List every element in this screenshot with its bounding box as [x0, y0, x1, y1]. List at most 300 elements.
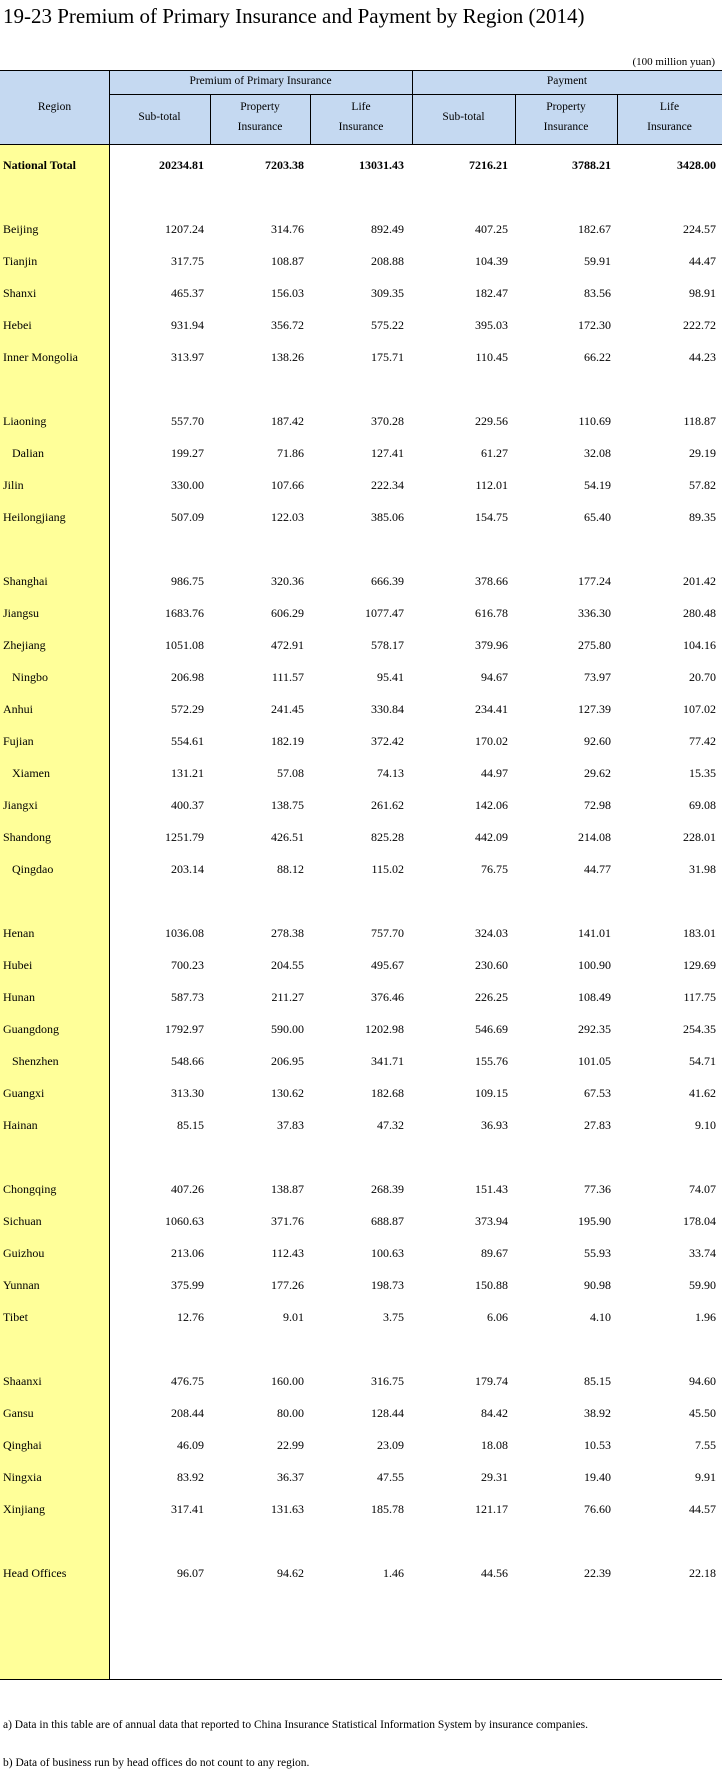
value-cell: 92.60 [584, 734, 611, 748]
column-header-5 [515, 97, 617, 137]
value-cell: 76.60 [584, 1502, 611, 1516]
value-cell: 1060.63 [165, 1214, 204, 1228]
group-divider [412, 70, 413, 144]
value-cell: 229.56 [475, 414, 508, 428]
value-cell: 46.09 [177, 1438, 204, 1452]
value-cell: 195.90 [578, 1214, 611, 1228]
column-header-line: Sub-total [138, 111, 181, 123]
region-name: Tibet [3, 1310, 28, 1324]
value-cell: 59.90 [689, 1278, 716, 1292]
value-cell: 55.93 [584, 1246, 611, 1260]
value-cell: 95.41 [377, 670, 404, 684]
value-cell: 22.39 [584, 1566, 611, 1580]
region-name: Heilongjiang [3, 510, 66, 524]
value-cell: 825.28 [371, 830, 404, 844]
value-cell: 472.91 [271, 638, 304, 652]
region-name: Jilin [3, 478, 24, 492]
value-cell: 10.53 [584, 1438, 611, 1452]
value-cell: 57.08 [277, 766, 304, 780]
value-cell: 465.37 [171, 286, 204, 300]
region-name: Hubei [3, 958, 33, 972]
value-cell: 356.72 [271, 318, 304, 332]
value-cell: 986.75 [171, 574, 204, 588]
value-cell: 1036.08 [165, 926, 204, 940]
value-cell: 160.00 [271, 1374, 304, 1388]
value-cell: 138.75 [271, 798, 304, 812]
table-row [0, 694, 722, 726]
value-cell: 4.10 [590, 1310, 611, 1324]
value-cell: 117.75 [683, 990, 716, 1004]
value-cell: 372.42 [371, 734, 404, 748]
value-cell: 507.09 [171, 510, 204, 524]
value-cell: 183.01 [683, 926, 716, 940]
value-cell: 67.53 [584, 1086, 611, 1100]
region-name: Qingdao [12, 862, 54, 876]
region-name: Shanxi [3, 286, 37, 300]
value-cell: 241.45 [271, 702, 304, 716]
value-cell: 7216.21 [469, 158, 508, 172]
value-cell: 77.42 [689, 734, 716, 748]
region-name: Hainan [3, 1118, 38, 1132]
region-name: Hebei [3, 318, 32, 332]
value-cell: 1207.24 [165, 222, 204, 236]
value-cell: 666.39 [371, 574, 404, 588]
value-cell: 280.48 [683, 606, 716, 620]
value-cell: 201.42 [683, 574, 716, 588]
value-cell: 77.36 [584, 1182, 611, 1196]
value-cell: 151.43 [475, 1182, 508, 1196]
table-row [0, 1302, 722, 1334]
value-cell: 45.50 [689, 1406, 716, 1420]
value-cell: 142.06 [475, 798, 508, 812]
value-cell: 320.36 [271, 574, 304, 588]
value-cell: 107.66 [271, 478, 304, 492]
value-cell: 98.91 [689, 286, 716, 300]
value-cell: 74.07 [689, 1182, 716, 1196]
region-name: Guangdong [3, 1022, 59, 1036]
value-cell: 182.19 [271, 734, 304, 748]
value-cell: 85.15 [177, 1118, 204, 1132]
value-cell: 313.97 [171, 350, 204, 364]
column-divider [515, 94, 516, 144]
value-cell: 278.38 [271, 926, 304, 940]
column-header-line: Life [351, 101, 371, 113]
value-cell: 371.76 [271, 1214, 304, 1228]
region-name: Shandong [3, 830, 51, 844]
table-row [0, 950, 722, 982]
value-cell: 616.78 [475, 606, 508, 620]
value-cell: 378.66 [475, 574, 508, 588]
value-cell: 100.90 [578, 958, 611, 972]
region-name: Head Offices [3, 1566, 67, 1580]
column-divider [310, 94, 311, 144]
value-cell: 111.57 [271, 670, 304, 684]
value-cell: 324.03 [475, 926, 508, 940]
table-row [0, 1558, 722, 1590]
value-cell: 138.87 [271, 1182, 304, 1196]
table-row [0, 630, 722, 662]
table-row [0, 438, 722, 470]
value-cell: 370.28 [371, 414, 404, 428]
table-row [0, 1270, 722, 1302]
value-cell: 89.35 [689, 510, 716, 524]
value-cell: 177.26 [271, 1278, 304, 1292]
value-cell: 101.05 [578, 1054, 611, 1068]
value-cell: 182.67 [578, 222, 611, 236]
table-row [0, 246, 722, 278]
value-cell: 375.99 [171, 1278, 204, 1292]
value-cell: 94.67 [481, 670, 508, 684]
region-name: Sichuan [3, 1214, 42, 1228]
table-row [0, 1430, 722, 1462]
region-header: Region [37, 101, 72, 113]
value-cell: 385.06 [371, 510, 404, 524]
value-cell: 7203.38 [265, 158, 304, 172]
region-name: Anhui [3, 702, 33, 716]
value-cell: 213.06 [171, 1246, 204, 1260]
value-cell: 69.08 [689, 798, 716, 812]
table-row [0, 1110, 722, 1142]
value-cell: 222.72 [683, 318, 716, 332]
value-cell: 224.57 [683, 222, 716, 236]
value-cell: 47.32 [377, 1118, 404, 1132]
region-name: Fujian [3, 734, 34, 748]
region-name: Guangxi [3, 1086, 45, 1100]
table-row [0, 1462, 722, 1494]
value-cell: 65.40 [584, 510, 611, 524]
value-cell: 700.23 [171, 958, 204, 972]
value-cell: 548.66 [171, 1054, 204, 1068]
value-cell: 379.96 [475, 638, 508, 652]
value-cell: 222.34 [371, 478, 404, 492]
value-cell: 36.37 [277, 1470, 304, 1484]
value-cell: 1251.79 [165, 830, 204, 844]
value-cell: 206.95 [271, 1054, 304, 1068]
value-cell: 44.97 [481, 766, 508, 780]
region-name: Liaoning [3, 414, 47, 428]
region-name: Ningxia [3, 1470, 42, 1484]
table-row [0, 1174, 722, 1206]
value-cell: 66.22 [584, 350, 611, 364]
value-cell: 127.39 [578, 702, 611, 716]
column-header-1 [109, 107, 210, 127]
column-header-6 [617, 97, 722, 137]
value-cell: 19.40 [584, 1470, 611, 1484]
value-cell: 76.75 [481, 862, 508, 876]
value-cell: 336.30 [578, 606, 611, 620]
value-cell: 376.46 [371, 990, 404, 1004]
value-cell: 546.69 [475, 1022, 508, 1036]
value-cell: 208.88 [371, 254, 404, 268]
value-cell: 83.92 [177, 1470, 204, 1484]
region-name: Beijing [3, 222, 39, 236]
value-cell: 29.62 [584, 766, 611, 780]
value-cell: 587.73 [171, 990, 204, 1004]
value-cell: 1683.76 [165, 606, 204, 620]
region-name: Chongqing [3, 1182, 57, 1196]
value-cell: 13031.43 [359, 158, 404, 172]
table-row [0, 982, 722, 1014]
page-title: 19-23 Premium of Primary Insurance and Payment by Region (2014) [3, 4, 585, 28]
value-cell: 22.18 [689, 1566, 716, 1580]
value-cell: 426.51 [271, 830, 304, 844]
value-cell: 110.69 [578, 414, 611, 428]
value-cell: 330.00 [171, 478, 204, 492]
table-row [0, 822, 722, 854]
value-cell: 37.83 [277, 1118, 304, 1132]
region-name: Jiangxi [3, 798, 38, 812]
value-cell: 20234.81 [159, 158, 204, 172]
region-name: Shaanxi [3, 1374, 42, 1388]
value-cell: 20.70 [689, 670, 716, 684]
value-cell: 80.00 [277, 1406, 304, 1420]
value-cell: 9.01 [283, 1310, 304, 1324]
value-cell: 261.62 [371, 798, 404, 812]
value-cell: 141.01 [578, 926, 611, 940]
region-name: Shanghai [3, 574, 48, 588]
value-cell: 57.82 [689, 478, 716, 492]
value-cell: 29.19 [689, 446, 716, 460]
column-divider [210, 94, 211, 144]
value-cell: 154.75 [475, 510, 508, 524]
table-row [0, 470, 722, 502]
value-cell: 1792.97 [165, 1022, 204, 1036]
region-name: Guizhou [3, 1246, 45, 1260]
group-header-divider [109, 94, 722, 95]
value-cell: 606.29 [271, 606, 304, 620]
table-row [0, 214, 722, 246]
table-row [0, 918, 722, 950]
value-cell: 38.92 [584, 1406, 611, 1420]
value-cell: 226.25 [475, 990, 508, 1004]
value-cell: 100.63 [371, 1246, 404, 1260]
footnote: a) Data in this table are of annual data that reported to China Insurance Statistical Information System by insurance companies. [3, 1719, 589, 1731]
value-cell: 88.12 [277, 862, 304, 876]
value-cell: 112.43 [271, 1246, 304, 1260]
value-cell: 104.39 [475, 254, 508, 268]
value-cell: 1051.08 [165, 638, 204, 652]
table-row [0, 1238, 722, 1270]
column-header-line: Insurance [237, 121, 283, 133]
value-cell: 578.17 [371, 638, 404, 652]
value-cell: 554.61 [171, 734, 204, 748]
value-cell: 54.71 [689, 1054, 716, 1068]
value-cell: 1.46 [383, 1566, 404, 1580]
value-cell: 32.08 [584, 446, 611, 460]
value-cell: 54.19 [584, 478, 611, 492]
value-cell: 572.29 [171, 702, 204, 716]
value-cell: 268.39 [371, 1182, 404, 1196]
value-cell: 29.31 [481, 1470, 508, 1484]
value-cell: 33.74 [689, 1246, 716, 1260]
value-cell: 44.77 [584, 862, 611, 876]
value-cell: 400.37 [171, 798, 204, 812]
premium-group-header: Premium of Primary Insurance [189, 75, 332, 87]
value-cell: 15.35 [689, 766, 716, 780]
value-cell: 18.08 [481, 1438, 508, 1452]
value-cell: 27.83 [584, 1118, 611, 1132]
region-name: Xiamen [12, 766, 50, 780]
value-cell: 476.75 [171, 1374, 204, 1388]
value-cell: 118.87 [683, 414, 716, 428]
region-name: Tianjin [3, 254, 38, 268]
value-cell: 44.47 [689, 254, 716, 268]
value-cell: 3.75 [383, 1310, 404, 1324]
total-row [0, 150, 722, 182]
value-cell: 170.02 [475, 734, 508, 748]
value-cell: 234.41 [475, 702, 508, 716]
column-header-line: Insurance [647, 121, 692, 133]
value-cell: 3428.00 [677, 158, 716, 172]
value-cell: 72.98 [584, 798, 611, 812]
value-cell: 1077.47 [365, 606, 404, 620]
table-row [0, 342, 722, 374]
table-row [0, 854, 722, 886]
data-table [0, 70, 722, 1680]
region-name: Gansu [3, 1406, 34, 1420]
value-cell: 892.49 [371, 222, 404, 236]
value-cell: 94.62 [277, 1566, 304, 1580]
value-cell: 341.71 [371, 1054, 404, 1068]
table-row [0, 598, 722, 630]
value-cell: 330.84 [371, 702, 404, 716]
value-cell: 74.13 [377, 766, 404, 780]
table-row [0, 406, 722, 438]
value-cell: 1202.98 [365, 1022, 404, 1036]
value-cell: 373.94 [475, 1214, 508, 1228]
region-name: National Total [3, 158, 77, 172]
region-name: Zhejiang [3, 638, 46, 652]
value-cell: 575.22 [371, 318, 404, 332]
value-cell: 228.01 [683, 830, 716, 844]
value-cell: 129.69 [683, 958, 716, 972]
value-cell: 931.94 [171, 318, 204, 332]
table-row [0, 1398, 722, 1430]
value-cell: 208.44 [171, 1406, 204, 1420]
value-cell: 112.01 [475, 478, 508, 492]
value-cell: 44.23 [689, 350, 716, 364]
value-cell: 317.41 [171, 1502, 204, 1516]
value-cell: 31.98 [689, 862, 716, 876]
value-cell: 9.91 [695, 1470, 716, 1484]
table-row [0, 1366, 722, 1398]
table-row [0, 758, 722, 790]
footnote: b) Data of business run by head offices do not count to any region. [3, 1757, 310, 1769]
value-cell: 44.56 [481, 1566, 508, 1580]
value-cell: 90.98 [584, 1278, 611, 1292]
value-cell: 108.87 [271, 254, 304, 268]
value-cell: 309.35 [371, 286, 404, 300]
table-row [0, 662, 722, 694]
column-divider [617, 94, 618, 144]
column-header-3 [310, 97, 412, 137]
value-cell: 131.21 [171, 766, 204, 780]
value-cell: 155.76 [475, 1054, 508, 1068]
value-cell: 109.15 [475, 1086, 508, 1100]
value-cell: 6.06 [487, 1310, 508, 1324]
value-cell: 254.35 [683, 1022, 716, 1036]
region-name: Jiangsu [3, 606, 39, 620]
column-header-line: Life [659, 101, 680, 113]
value-cell: 314.76 [271, 222, 304, 236]
value-cell: 313.30 [171, 1086, 204, 1100]
value-cell: 22.99 [277, 1438, 304, 1452]
value-cell: 198.73 [371, 1278, 404, 1292]
value-cell: 104.16 [683, 638, 716, 652]
region-name: Henan [3, 926, 35, 940]
region-name: Hunan [3, 990, 35, 1004]
column-header-line: Property [546, 101, 586, 113]
value-cell: 3788.21 [572, 158, 611, 172]
table-row [0, 1494, 722, 1526]
value-cell: 214.08 [578, 830, 611, 844]
value-cell: 590.00 [271, 1022, 304, 1036]
unit-label: (100 million yuan) [632, 56, 715, 68]
value-cell: 316.75 [371, 1374, 404, 1388]
value-cell: 199.27 [171, 446, 204, 460]
value-cell: 131.63 [271, 1502, 304, 1516]
value-cell: 495.67 [371, 958, 404, 972]
value-cell: 1.96 [695, 1310, 716, 1324]
value-cell: 73.97 [584, 670, 611, 684]
value-cell: 230.60 [475, 958, 508, 972]
region-name: Yunnan [3, 1278, 40, 1292]
value-cell: 127.41 [371, 446, 404, 460]
column-header-2 [210, 97, 310, 137]
value-cell: 275.80 [578, 638, 611, 652]
value-cell: 83.56 [584, 286, 611, 300]
value-cell: 182.47 [475, 286, 508, 300]
value-cell: 110.45 [475, 350, 508, 364]
value-cell: 44.57 [689, 1502, 716, 1516]
value-cell: 130.62 [271, 1086, 304, 1100]
table-row [0, 726, 722, 758]
value-cell: 156.03 [271, 286, 304, 300]
value-cell: 9.10 [695, 1118, 716, 1132]
value-cell: 108.49 [578, 990, 611, 1004]
table-row [0, 278, 722, 310]
column-header-line: Insurance [543, 121, 589, 133]
table-row [0, 1206, 722, 1238]
value-cell: 688.87 [371, 1214, 404, 1228]
value-cell: 94.60 [689, 1374, 716, 1388]
value-cell: 59.91 [584, 254, 611, 268]
region-name: Xinjiang [3, 1502, 45, 1516]
table-row [0, 310, 722, 342]
table-row [0, 790, 722, 822]
value-cell: 122.03 [271, 510, 304, 524]
value-cell: 395.03 [475, 318, 508, 332]
value-cell: 115.02 [371, 862, 404, 876]
value-cell: 407.26 [171, 1182, 204, 1196]
value-cell: 203.14 [171, 862, 204, 876]
table-row [0, 1046, 722, 1078]
value-cell: 89.67 [481, 1246, 508, 1260]
column-header-line: Insurance [338, 121, 384, 133]
value-cell: 292.35 [578, 1022, 611, 1036]
value-cell: 178.04 [683, 1214, 716, 1228]
value-cell: 442.09 [475, 830, 508, 844]
value-cell: 138.26 [271, 350, 304, 364]
value-cell: 179.74 [475, 1374, 508, 1388]
value-cell: 187.42 [271, 414, 304, 428]
value-cell: 757.70 [371, 926, 404, 940]
column-header-4 [412, 107, 515, 127]
value-cell: 36.93 [481, 1118, 508, 1132]
region-name: Qinghai [3, 1438, 42, 1452]
value-cell: 41.62 [689, 1086, 716, 1100]
value-cell: 204.55 [271, 958, 304, 972]
